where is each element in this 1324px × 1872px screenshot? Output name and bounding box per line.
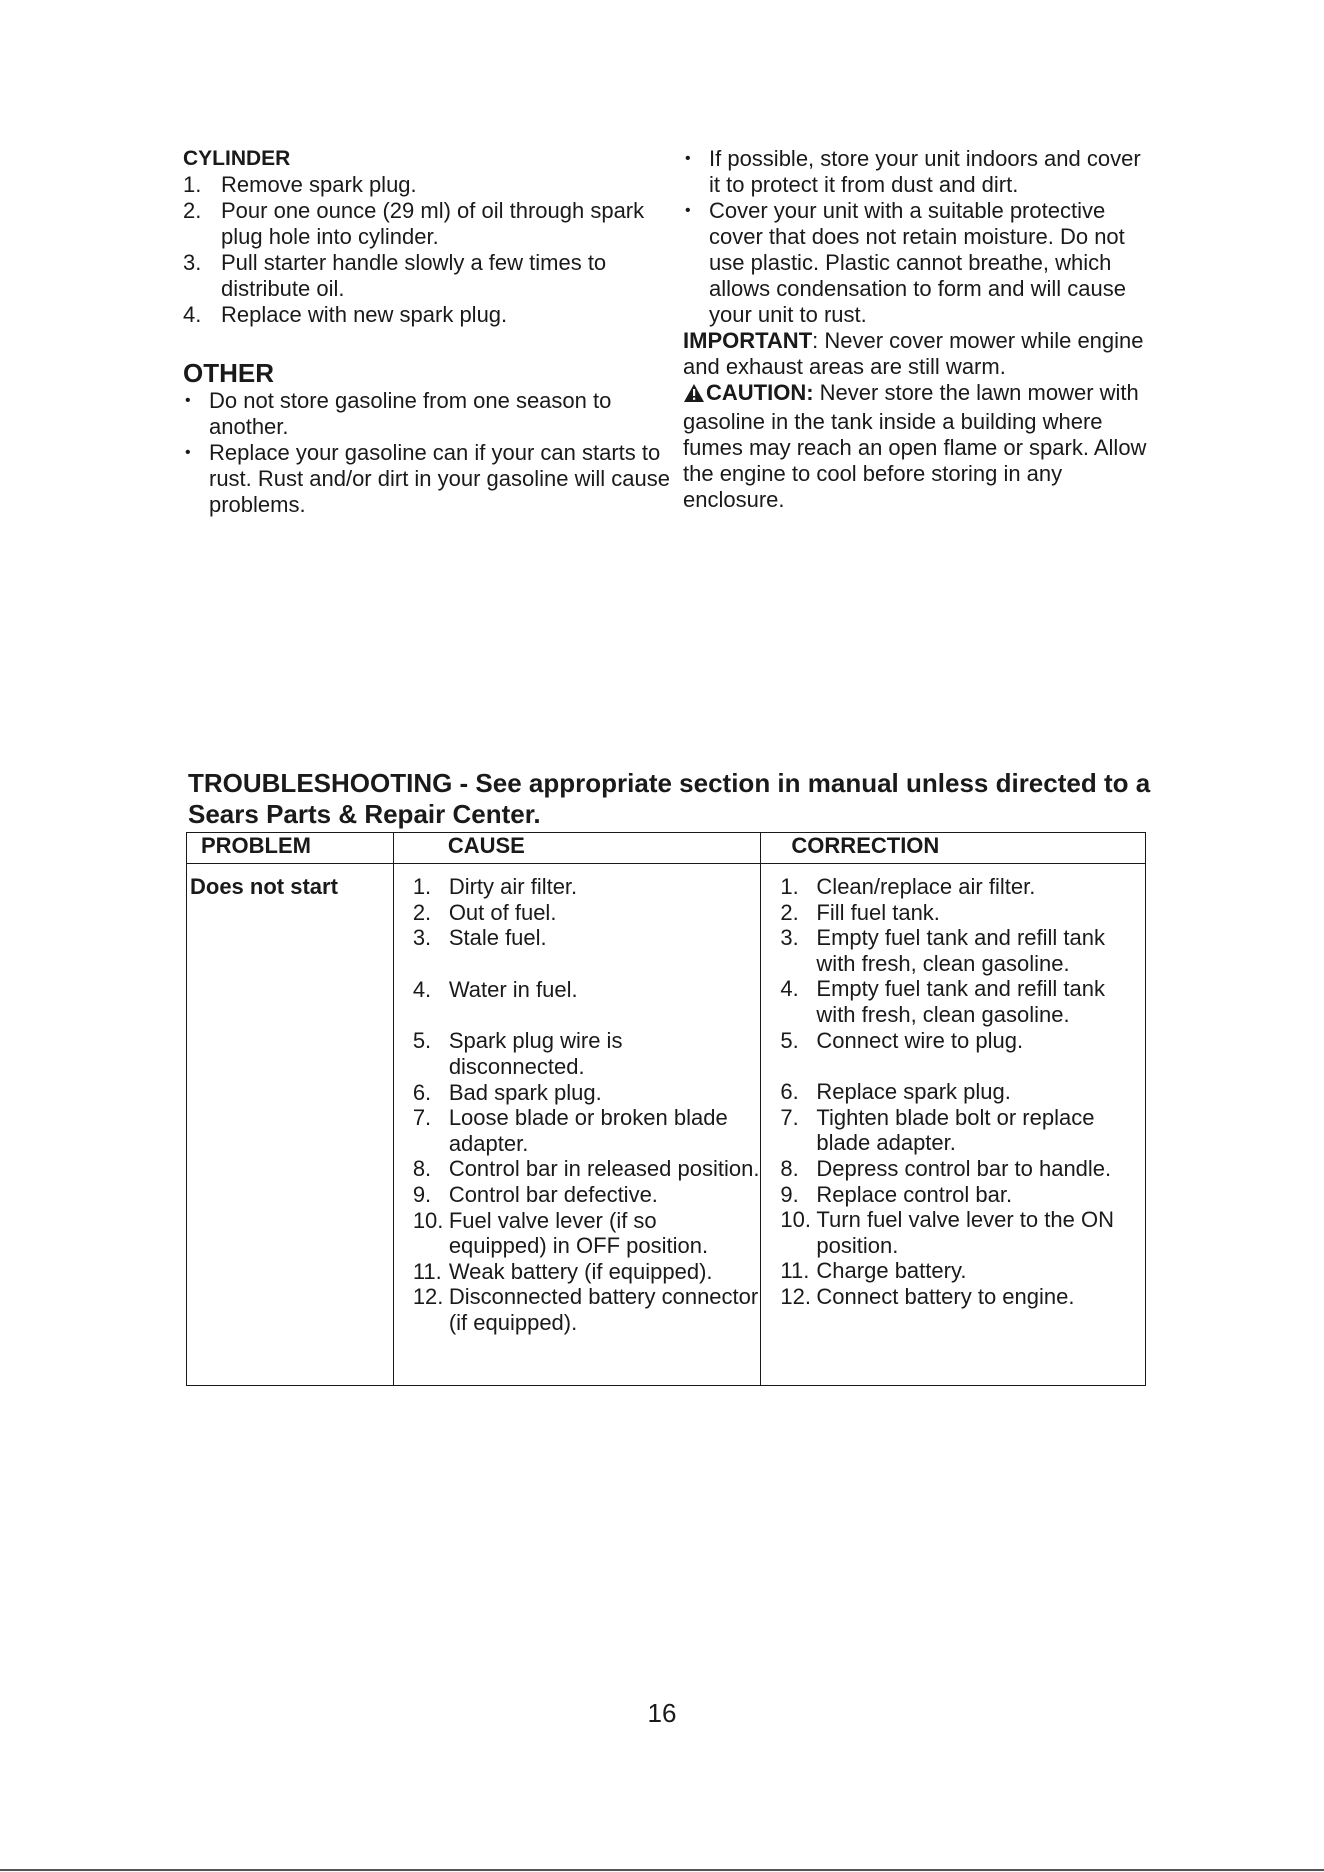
header-problem: PROBLEM <box>187 833 394 864</box>
list-item: 12. Disconnected battery connector (if equipped). <box>412 1284 759 1335</box>
list-item: 8. Depress control bar to handle. <box>780 1155 1112 1181</box>
list-item: 12. Connect battery to engine. <box>780 1283 1075 1309</box>
list-item: 6. Replace spark plug. <box>780 1079 1011 1105</box>
list-item: 6. Bad spark plug. <box>412 1079 602 1105</box>
other-heading: OTHER <box>183 358 274 388</box>
header-correction: CORRECTION <box>761 833 1146 864</box>
storage-bullet: • If possible, store your unit indoors and cover it to protect it from dust and dirt. <box>685 146 1141 197</box>
cylinder-step: 3. Pull starter handle slowly a few times to distribute oil. <box>183 250 607 301</box>
cylinder-steps <box>183 172 673 328</box>
correction-cell <box>761 864 1146 1386</box>
table-row <box>187 864 1146 1386</box>
header-cause: CAUSE <box>393 833 761 864</box>
list-item: 7. Loose blade or broken blade adapter. <box>412 1105 728 1156</box>
warning-triangle-icon <box>683 383 705 409</box>
list-item: 1. Dirty air filter. <box>412 874 578 899</box>
page-number: 16 <box>647 1698 677 1728</box>
storage-bullet: • Cover your unit with a suitable protective cover that does not retain moisture. Do not use plastic. Plastic cannot breathe, which allows condensation to form and will cause your unit to rust. <box>685 198 1127 327</box>
left-column <box>183 146 673 518</box>
troubleshooting-title: TROUBLESHOOTING - See appropriate section in manual unless directed to a Sears Parts & Repair Center. <box>188 768 1151 829</box>
cylinder-step: 2. Pour one ounce (29 ml) of oil through spark plug hole into cylinder. <box>183 198 645 249</box>
list-item: 3. Empty fuel tank and refill tank with fresh, clean gasoline. <box>780 925 1106 976</box>
caution-label: CAUTION: <box>706 380 814 405</box>
other-bullets <box>183 388 673 518</box>
other-bullet: • Do not store gasoline from one season to another. <box>185 388 612 439</box>
list-item: 2. Out of fuel. <box>412 899 557 925</box>
list-item: 2. Fill fuel tank. <box>780 899 940 925</box>
cause-cell <box>393 864 761 1386</box>
list-item: 10. Fuel valve lever (if so equipped) in OFF position. <box>412 1207 709 1259</box>
bottom-rule <box>0 1869 1324 1871</box>
list-item: 5. Spark plug wire is disconnected. <box>412 1028 623 1079</box>
list-item: 11. Weak battery (if equipped). <box>412 1258 713 1284</box>
cylinder-step: 1. Remove spark plug. <box>183 172 417 197</box>
list-item: 3. Stale fuel. <box>412 925 547 951</box>
table-header-row <box>187 833 1146 864</box>
troubleshooting-table <box>186 832 1146 1386</box>
important-note <box>683 328 1153 380</box>
right-column <box>683 146 1153 513</box>
important-label: IMPORTANT <box>683 328 813 353</box>
list-item: 4. Empty fuel tank and refill tank with fresh, clean gasoline. <box>780 976 1106 1027</box>
list-item: 9. Replace control bar. <box>780 1181 1013 1207</box>
list-item: 8. Control bar in released position. <box>412 1156 760 1182</box>
list-item: 10. Turn fuel valve lever to the ON position. <box>780 1207 1114 1258</box>
problem-cell: Does not start <box>187 864 394 1386</box>
cause-list <box>395 874 760 1336</box>
caution-text: Never store the lawn mower with gasoline in the tank inside a building where fumes may reach an open flame or spark. Allow the engine to cool before storing in any enclosure. <box>683 380 1147 512</box>
list-item: 9. Control bar defective. <box>412 1181 658 1207</box>
caution-note <box>683 380 1153 513</box>
list-item: 11. Charge battery. <box>780 1258 967 1284</box>
other-bullet: • Replace your gasoline can if your can starts to rust. Rust and/or dirt in your gasoline will cause problems. <box>185 440 670 517</box>
important-text: : Never cover mower while engine and exhaust areas are still warm. <box>683 328 1144 379</box>
list-item: 1. Clean/replace air filter. <box>780 874 1036 899</box>
storage-bullets <box>683 146 1153 328</box>
cylinder-step: 4. Replace with new spark plug. <box>183 302 508 327</box>
list-item: 5. Connect wire to plug. <box>780 1027 1024 1053</box>
correction-list <box>762 874 1144 1310</box>
list-item: 7. Tighten blade bolt or replace blade adapter. <box>780 1104 1095 1156</box>
cylinder-heading: CYLINDER <box>183 147 291 170</box>
list-item: 4. Water in fuel. <box>412 976 578 1002</box>
